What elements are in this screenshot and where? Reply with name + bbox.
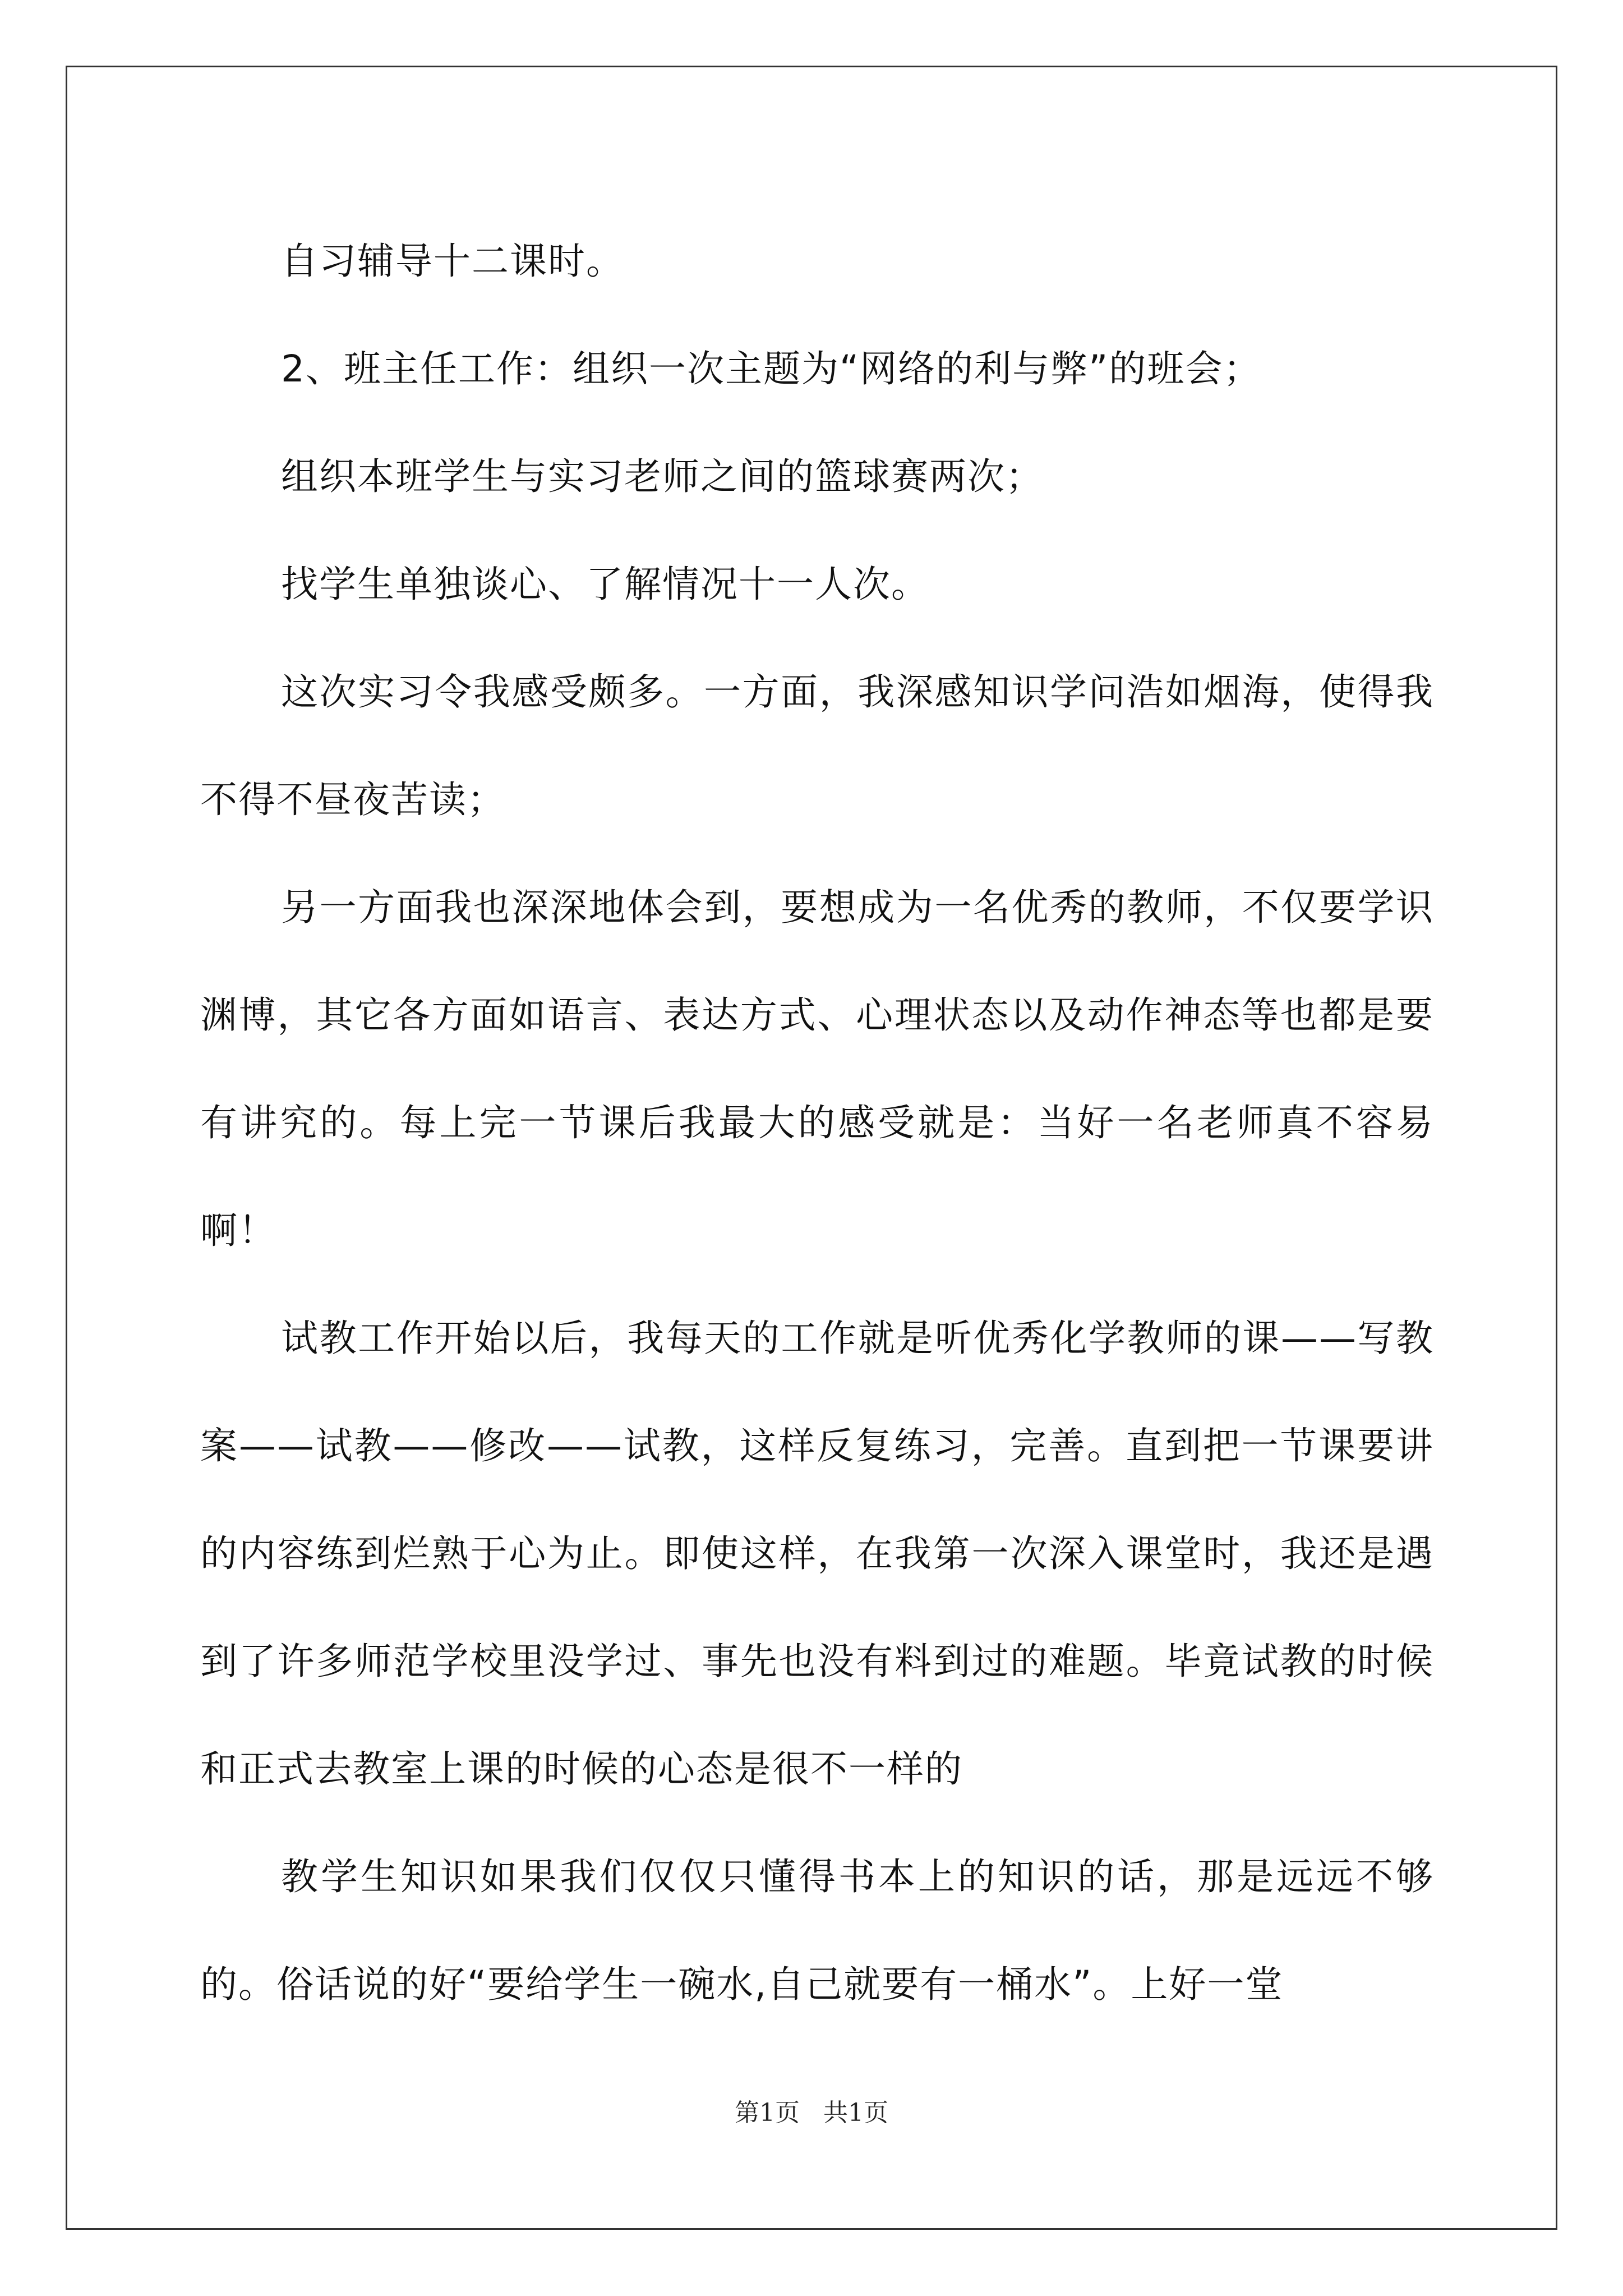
paragraph: 这次实习令我感受颇多。一方面，我深感知识学问浩如烟海，使得我不得不昼夜苦读；	[200, 670, 1434, 821]
paragraph: 另一方面我也深深地体会到，要想成为一名优秀的教师，不仅要学识渊博，其它各方面如语言、表达方式、心理状态以及动作神态等也都是要有讲究的。每上完一节课后我最大的感受就是：当好一名老师真不容易啊！	[200, 886, 1434, 1252]
paragraph: 教学生知识如果我们仅仅只懂得书本上的知识的话，那是远远不够的。俗话说的好“要给学生一碗水,自己就要有一桶水”。上好一堂	[200, 1855, 1434, 2006]
document-body	[200, 208, 1434, 2039]
paragraph: 自习辅导十二课时。	[281, 240, 624, 283]
paragraph: 找学生单独谈心、了解情况十一人次。	[281, 563, 929, 606]
paragraph: 试教工作开始以后，我每天的工作就是听优秀化学教师的课——写教案——试教——修改——试教，这样反复练习，完善。直到把一节课要讲的内容练到烂熟于心为止。即使这样，在我第一次深入课堂时，我还是遇到了许多师范学校里没学过、事先也没有料到过的难题。毕竟试教的时候和正式去教室上课的时候的心态是很不一样的	[200, 1317, 1434, 1791]
page-footer	[0, 2092, 1623, 2128]
paragraph: 2、班主任工作：组织一次主题为“网络的利与弊”的班会；	[281, 347, 1262, 390]
paragraph: 组织本班学生与实习老师之间的篮球赛两次；	[281, 455, 1044, 498]
page-total: 共1页	[823, 2099, 888, 2127]
page-number: 第1页	[735, 2099, 800, 2127]
